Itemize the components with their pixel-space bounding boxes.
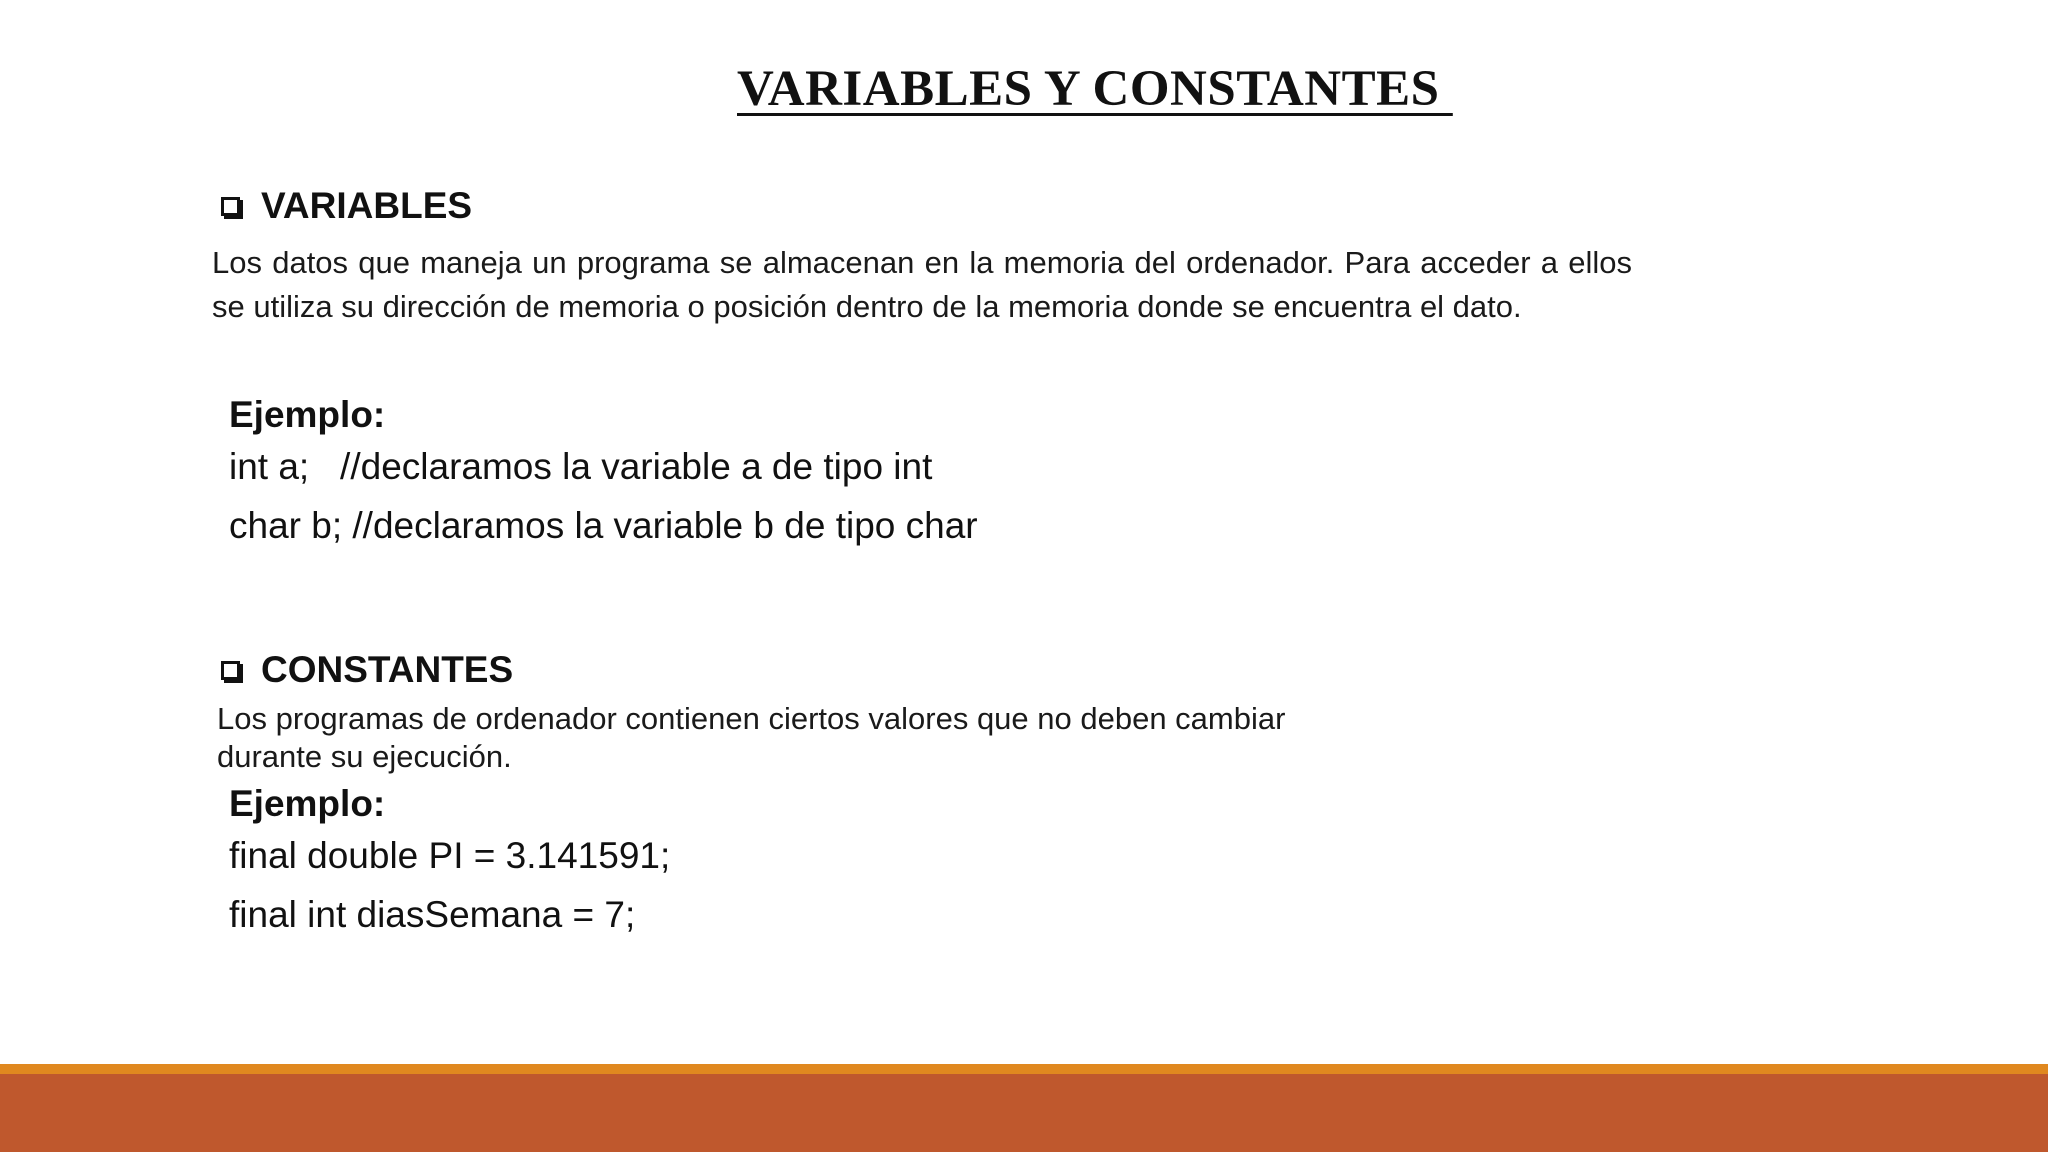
constantes-description-line-2: durante su ejecución. — [217, 739, 512, 774]
checkbox-bullet-icon — [221, 661, 240, 680]
code-line-int: int a; //declaramos la variable a de tipo int — [229, 446, 933, 487]
constantes-description-line-1: Los programas de ordenador contienen ciertos valores que no deben cambiar — [217, 701, 1286, 736]
code-line-pi: final double PI = 3.141591; — [229, 835, 671, 876]
slide-title: VARIABLES Y CONSTANTES — [737, 61, 1453, 117]
footer-accent-stripe — [0, 1064, 2048, 1074]
variables-heading — [219, 184, 472, 228]
footer-bar — [0, 1074, 2048, 1152]
variables-description: Los datos que maneja un programa se almacenan en la memoria del ordenador. Para acceder a ellos se utiliza su dirección de memoria o posición dentro de la memoria donde se encuentra el dato. — [212, 245, 1632, 324]
constantes-description — [217, 700, 1417, 776]
code-line-dias-semana: final int diasSemana = 7; — [229, 894, 636, 935]
constantes-heading-label: CONSTANTES — [261, 649, 514, 690]
variables-example-label: Ejemplo: — [229, 394, 386, 435]
constantes-example — [229, 782, 670, 944]
code-line-char: char b; //declaramos la variable b de tipo char — [229, 505, 978, 546]
variables-heading-label: VARIABLES — [261, 185, 473, 226]
checkbox-bullet-icon — [221, 197, 240, 216]
variables-example — [229, 393, 978, 555]
constantes-example-label: Ejemplo: — [229, 783, 386, 824]
constantes-heading — [219, 648, 513, 692]
